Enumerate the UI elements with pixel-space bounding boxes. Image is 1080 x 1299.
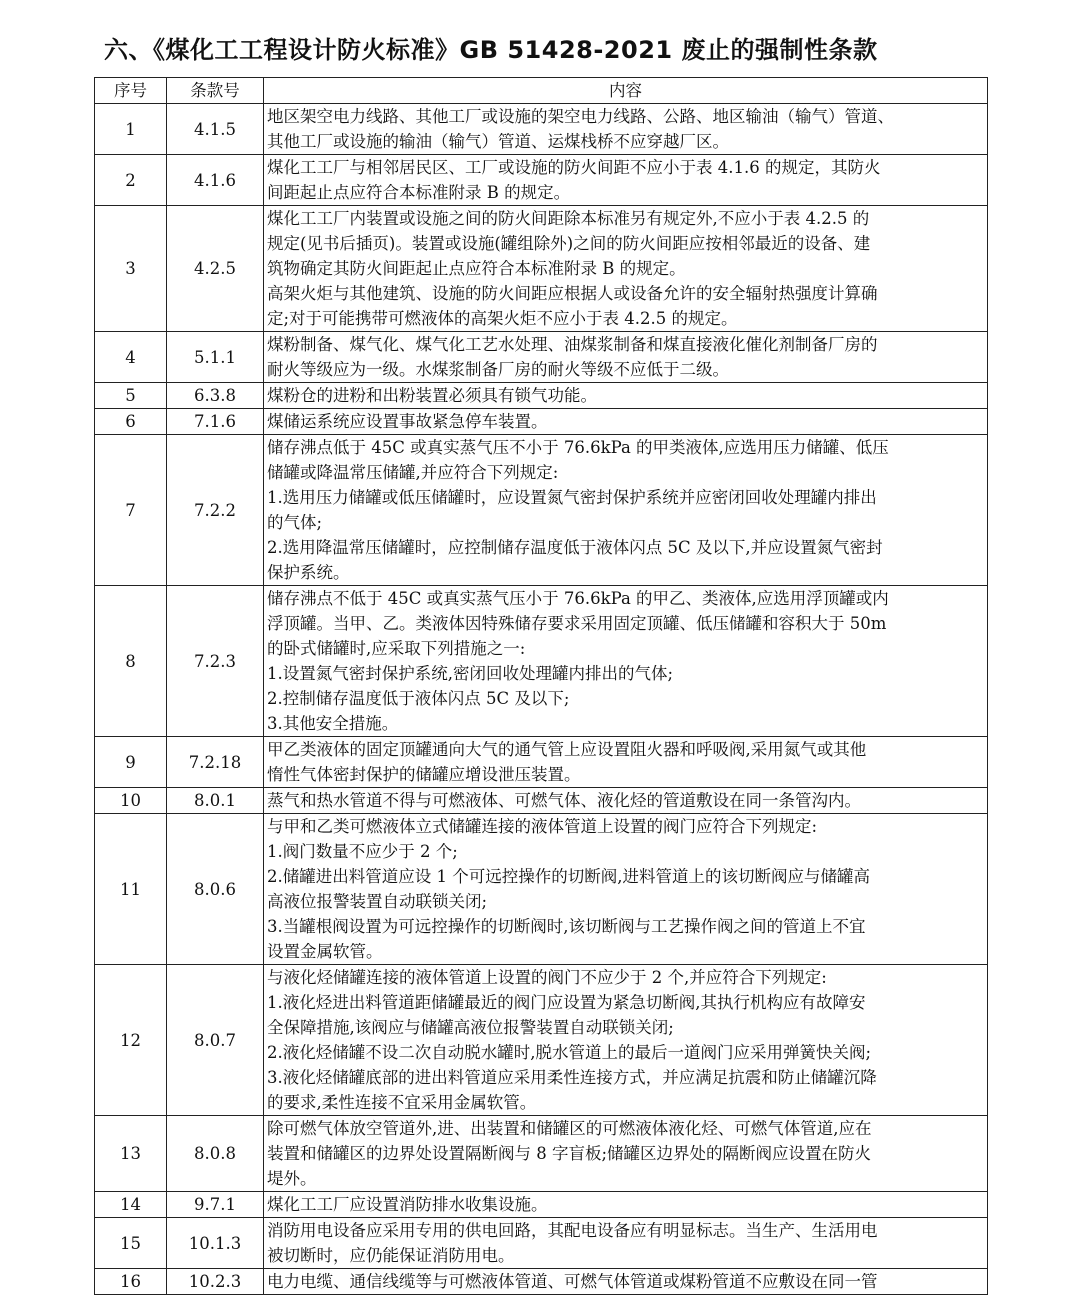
row-content: [264, 788, 988, 814]
content-line: 1.阀门数量不应少于 2 个;: [267, 842, 458, 861]
row-content: [264, 409, 988, 435]
row-clause-no: 8.0.7: [167, 965, 264, 1116]
row-serial-no: 7: [95, 435, 167, 586]
row-serial-no: 5: [95, 383, 167, 409]
row-clause-no: 5.1.1: [167, 332, 264, 383]
content-line: 与液化烃储罐连接的液体管道上设置的阀门不应少于 2 个,并应符合下列规定:: [267, 968, 827, 987]
content-line: 3.液化烃储罐底部的进出料管道应采用柔性连接方式，并应满足抗震和防止储罐沉降: [267, 1068, 877, 1087]
row-clause-no: 4.2.5: [167, 206, 264, 332]
row-serial-no: 8: [95, 586, 167, 737]
row-content: [264, 1218, 988, 1269]
clauses-table: [94, 77, 988, 1295]
content-line: 3.其他安全措施。: [267, 714, 399, 733]
table-row: [95, 788, 988, 814]
row-clause-no: 7.2.18: [167, 737, 264, 788]
table-row: [95, 104, 988, 155]
row-serial-no: 2: [95, 155, 167, 206]
table-row: [95, 206, 988, 332]
content-line: 储存沸点低于 45C 或真实蒸气压不小于 76.6kPa 的甲类液体,应选用压力储罐、低压: [267, 438, 889, 457]
row-serial-no: 16: [95, 1269, 167, 1295]
content-line: 2.控制储存温度低于液体闪点 5C 及以下;: [267, 689, 570, 708]
content-line: 3.当罐根阀设置为可远控操作的切断阀时,该切断阀与工艺操作阀之间的管道上不宜: [267, 917, 866, 936]
row-serial-no: 15: [95, 1218, 167, 1269]
row-content: [264, 814, 988, 965]
row-clause-no: 4.1.5: [167, 104, 264, 155]
row-content: [264, 206, 988, 332]
table-row: [95, 155, 988, 206]
row-content: [264, 435, 988, 586]
content-line: 保护系统。: [267, 563, 350, 582]
table-row: [95, 332, 988, 383]
content-line: 储罐或降温常压储罐,并应符合下列规定:: [267, 463, 559, 482]
content-line: 装置和储罐区的边界处设置隔断阀与 8 字盲板;储罐区边界处的隔断阀应设置在防火: [267, 1144, 872, 1163]
content-line: 的气体;: [267, 513, 323, 532]
content-line: 2.液化烃储罐不设二次自动脱水罐时,脱水管道上的最后一道阀门应采用弹簧快关阀;: [267, 1043, 872, 1062]
row-serial-no: 4: [95, 332, 167, 383]
row-content: [264, 1269, 988, 1295]
content-line: 的卧式储罐时,应采取下列措施之一:: [267, 639, 526, 658]
content-line: 定;对于可能携带可燃液体的高架火炬不应小于表 4.2.5 的规定。: [267, 309, 738, 328]
table-header-row: [95, 78, 988, 104]
row-content: [264, 332, 988, 383]
header-content: 内容: [264, 78, 988, 104]
content-line: 煤储运系统应设置事故紧急停车装置。: [267, 412, 548, 431]
content-line: 煤化工工厂与相邻居民区、工厂或设施的防火间距不应小于表 4.1.6 的规定，其防火: [267, 158, 881, 177]
row-clause-no: 9.7.1: [167, 1192, 264, 1218]
content-line: 1.选用压力储罐或低压储罐时，应设置氮气密封保护系统并应密闭回收处理罐内排出: [267, 488, 877, 507]
table-row: [95, 1269, 988, 1295]
table-row: [95, 435, 988, 586]
content-line: 1.液化烃进出料管道距储罐最近的阀门应设置为紧急切断阀,其执行机构应有故障安: [267, 993, 866, 1012]
table-row: [95, 1218, 988, 1269]
row-serial-no: 10: [95, 788, 167, 814]
row-serial-no: 12: [95, 965, 167, 1116]
row-serial-no: 11: [95, 814, 167, 965]
row-clause-no: 7.2.3: [167, 586, 264, 737]
row-content: [264, 104, 988, 155]
header-serial-no: 序号: [95, 78, 167, 104]
row-serial-no: 9: [95, 737, 167, 788]
table-row: [95, 1116, 988, 1192]
content-line: 与甲和乙类可燃液体立式储罐连接的液体管道上设置的阀门应符合下列规定:: [267, 817, 818, 836]
content-line: 间距起止点应符合本标准附录 B 的规定。: [267, 183, 571, 202]
table-row: [95, 586, 988, 737]
content-line: 全保障措施,该阀应与储罐高液位报警装置自动联锁关闭;: [267, 1018, 674, 1037]
row-content: [264, 155, 988, 206]
content-line: 消防用电设备应采用专用的供电回路，其配电设备应有明显标志。当生产、生活用电: [267, 1221, 878, 1240]
content-line: 电力电缆、通信线缆等与可燃液体管道、可燃气体管道或煤粉管道不应敷设在同一管: [267, 1272, 878, 1291]
content-line: 筑物确定其防火间距起止点应符合本标准附录 B 的规定。: [267, 259, 686, 278]
content-line: 高架火炬与其他建筑、设施的防火间距应根据人或设备允许的安全辐射热强度计算确: [267, 284, 878, 303]
table-row: [95, 965, 988, 1116]
table-row: [95, 409, 988, 435]
header-clause-no: 条款号: [167, 78, 264, 104]
content-line: 煤化工工厂内装置或设施之间的防火间距除本标准另有规定外,不应小于表 4.2.5 的: [267, 209, 870, 228]
row-clause-no: 8.0.8: [167, 1116, 264, 1192]
content-line: 其他工厂或设施的输油（输气）管道、运煤栈桥不应穿越厂区。: [267, 132, 729, 151]
content-line: 除可燃气体放空管道外,进、出装置和储罐区的可燃液体液化烃、可燃气体管道,应在: [267, 1119, 872, 1138]
content-line: 规定(见书后插页)。装置或设施(罐组除外)之间的防火间距应按相邻最近的设备、建: [267, 234, 871, 253]
row-clause-no: 10.2.3: [167, 1269, 264, 1295]
content-line: 2.储罐进出料管道应设 1 个可远控操作的切断阀,进料管道上的该切断阀应与储罐高: [267, 867, 870, 886]
row-serial-no: 1: [95, 104, 167, 155]
content-line: 甲乙类液体的固定顶罐通向大气的通气管上应设置阻火器和呼吸阀,采用氮气或其他: [267, 740, 867, 759]
content-line: 煤粉仓的进粉和出粉装置必须具有锁气功能。: [267, 386, 597, 405]
row-clause-no: 10.1.3: [167, 1218, 264, 1269]
content-line: 被切断时，应仍能保证消防用电。: [267, 1246, 515, 1265]
row-content: [264, 383, 988, 409]
row-content: [264, 1192, 988, 1218]
row-content: [264, 737, 988, 788]
content-line: 的要求,柔性连接不宜采用金属软管。: [267, 1093, 537, 1112]
content-line: 惰性气体密封保护的储罐应增设泄压装置。: [267, 765, 581, 784]
content-line: 2.选用降温常压储罐时，应控制储存温度低于液体闪点 5C 及以下,并应设置氮气密封: [267, 538, 883, 557]
table-row: [95, 814, 988, 965]
row-serial-no: 3: [95, 206, 167, 332]
row-clause-no: 8.0.1: [167, 788, 264, 814]
row-clause-no: 7.1.6: [167, 409, 264, 435]
content-line: 高液位报警装置自动联锁关闭;: [267, 892, 488, 911]
content-line: 堤外。: [267, 1169, 317, 1188]
content-line: 蒸气和热水管道不得与可燃液体、可燃气体、液化烃的管道敷设在同一条管沟内。: [267, 791, 861, 810]
content-line: 储存沸点不低于 45C 或真实蒸气压小于 76.6kPa 的甲乙、类液体,应选用浮顶罐或内: [267, 589, 889, 608]
row-content: [264, 1116, 988, 1192]
content-line: 煤化工工厂应设置消防排水收集设施。: [267, 1195, 548, 1214]
row-serial-no: 14: [95, 1192, 167, 1218]
table-row: [95, 1192, 988, 1218]
content-line: 煤粉制备、煤气化、煤气化工艺水处理、油煤浆制备和煤直接液化催化剂制备厂房的: [267, 335, 878, 354]
table-row: [95, 737, 988, 788]
content-line: 浮顶罐。当甲、乙。类液体因特殊储存要求采用固定顶罐、低压储罐和容积大于 50m: [267, 614, 887, 633]
content-line: 地区架空电力线路、其他工厂或设施的架空电力线路、公路、地区输油（输气）管道、: [267, 107, 894, 126]
content-line: 耐火等级应为一级。水煤浆制备厂房的耐火等级不应低于二级。: [267, 360, 729, 379]
row-clause-no: 6.3.8: [167, 383, 264, 409]
row-serial-no: 6: [95, 409, 167, 435]
row-clause-no: 7.2.2: [167, 435, 264, 586]
row-clause-no: 8.0.6: [167, 814, 264, 965]
row-content: [264, 586, 988, 737]
row-clause-no: 4.1.6: [167, 155, 264, 206]
content-line: 设置金属软管。: [267, 942, 383, 961]
row-content: [264, 965, 988, 1116]
page-title: 六、《煤化工工程设计防火标准》GB 51428-2021 废止的强制性条款: [104, 36, 878, 64]
row-serial-no: 13: [95, 1116, 167, 1192]
table-row: [95, 383, 988, 409]
content-line: 1.设置氮气密封保护系统,密闭回收处理罐内排出的气体;: [267, 664, 674, 683]
